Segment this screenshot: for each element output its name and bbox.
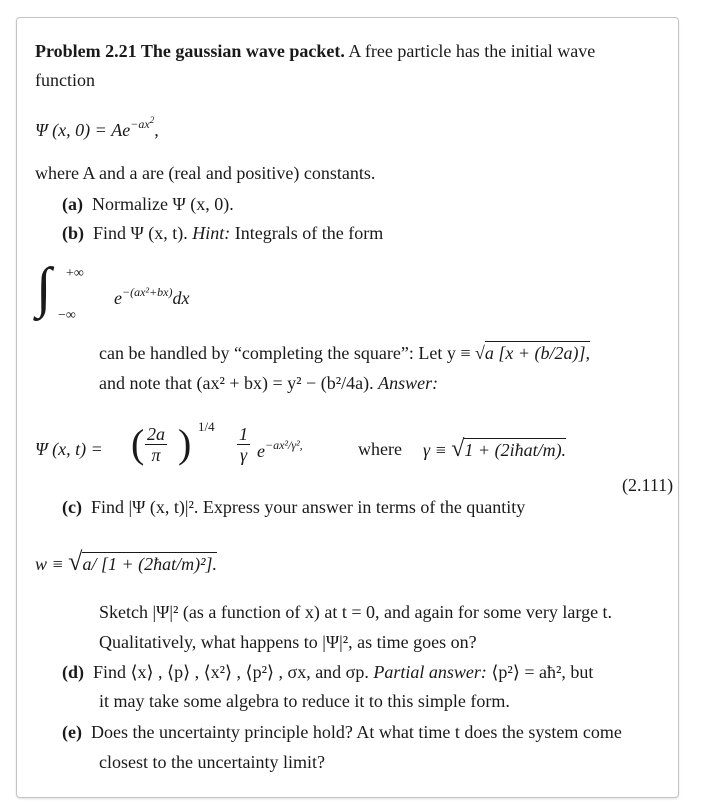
- part-e-line-2: closest to the uncertainty limit?: [99, 752, 325, 772]
- eq2-one-over-gamma: $\frac{1}{\gamma}$: [239, 424, 248, 465]
- problem-title-line: [35, 40, 595, 62]
- where-text: where A and a are (real and positive) constants.: [35, 163, 376, 183]
- equation-number: (2.111): [622, 475, 674, 495]
- eq2-exponential: $e^{-ax^2/\gamma^2,}$: [257, 438, 303, 461]
- sketch-line-2: Qualitatively, what happens to |Ψ|², as time goes on?: [99, 632, 477, 652]
- sketch-line-1: Sketch |Ψ|² (as a function of x) at t = 0, and again for some very large t.: [99, 602, 613, 622]
- integrand: $e^{-(ax^2+bx)}dx$: [114, 285, 190, 308]
- part-d: (d) Find ⟨x⟩ , ⟨p⟩ , ⟨x²⟩ , ⟨p²⟩ , σx, and σp. Partial answer: ⟨p²⟩ = aħ², but: [62, 662, 594, 682]
- integral-upper-limit: +∞: [66, 266, 84, 281]
- problem-intro-2: function: [35, 70, 95, 90]
- problem-intro-1: A free particle has the initial wave: [348, 41, 596, 61]
- equation-w: w ≡ √a/ [1 + (2ħat/m)²].: [35, 547, 217, 576]
- eq2-where: where: [358, 439, 402, 459]
- problem-title: Problem 2.21 The gaussian wave packet.: [35, 41, 345, 61]
- integral-sign: ∫: [36, 257, 52, 319]
- eq2-fraction: $\frac{2a}{\pi}$: [147, 424, 165, 465]
- eq2-lparen: (: [131, 421, 145, 466]
- part-a: (a) Normalize Ψ (x, 0).: [62, 194, 234, 214]
- part-c: (c) Find |Ψ (x, t)|². Express your answer in terms of the quantity: [62, 497, 526, 517]
- part-e: (e) Does the uncertainty principle hold? At what time t does the system come: [62, 722, 622, 742]
- part-d-line-2: it may take some algebra to reduce it to this simple form.: [99, 691, 510, 711]
- eq2-rparen: ): [178, 421, 192, 466]
- eq2-power: 1/4: [198, 419, 215, 434]
- eq2-gamma-def: γ ≡ √1 + (2iħat/m).: [423, 436, 567, 462]
- integral-lower-limit: −∞: [58, 308, 76, 323]
- part-b: (b) Find Ψ (x, t). Hint: Integrals of the form: [62, 223, 384, 243]
- eq2-lhs: Ψ (x, t) =: [35, 439, 103, 459]
- completing-square-line-2: and note that (ax² + bx) = y² − (b²/4a). Answer:: [99, 373, 439, 393]
- equation-initial-wavefunction: Ψ (x, $0) = Ae^{-ax2}$,: [35, 115, 159, 140]
- completing-square-line-1: can be handled by “completing the square”: Let y ≡ √a [x + (b/2a)],: [99, 343, 591, 363]
